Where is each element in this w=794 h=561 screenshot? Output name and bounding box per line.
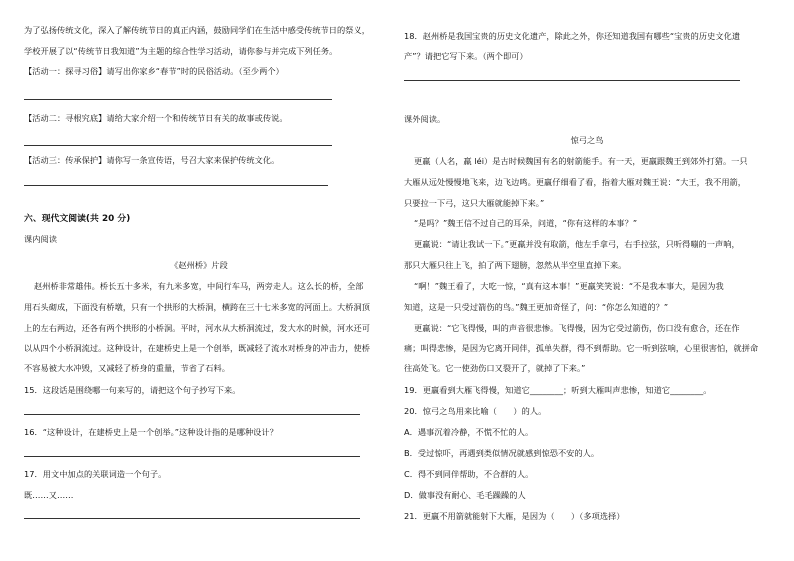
passage-line: “是吗？”魏王信不过自己的耳朵，问道，“你有这样的本事？” [414, 218, 638, 228]
passage-line: 那只大雁只往上飞，拍了两下翅膀，忽然从半空里直掉下来。 [404, 260, 627, 270]
option-b[interactable]: B．受过惊吓，再遇到类似情况就感到惊恐不安的人。 [404, 448, 600, 458]
answer-line[interactable] [404, 80, 740, 81]
question-18-cont: 产”？请把它写下来。（两个即可） [404, 51, 528, 61]
answer-line[interactable] [24, 518, 360, 519]
intro-line: 学校开展了以“传统节日我知道”为主题的综合性学习活动，请你参与并完成下列任务。 [24, 46, 338, 56]
passage-line: 以从四个小桥洞流过。这种设计，在建桥史上是一个创举，既减轻了流水对桥身的冲击力，使桥 [24, 343, 370, 353]
passage-line: 更羸说：“请让我试一下。”更羸并没有取箭，他左手拿弓，右手拉弦，只听得嘣的一声响， [414, 239, 740, 249]
intro-line: 为了弘扬传统文化，深入了解传统节日的真正内涵，鼓励同学们在生活中感受传统节日的祭义， [24, 25, 370, 35]
question-21: 21．更羸不用箭就能射下大雁，是因为（ ）（多项选择） [404, 511, 625, 521]
passage-title: 惊弓之鸟 [570, 135, 604, 145]
passage-line: 上的左右两边，还各有两个拱形的小桥洞。平时，河水从大桥洞流过，发大水的时候，河水还可 [24, 323, 370, 333]
answer-line[interactable] [24, 456, 360, 457]
activity-one: 【活动一：探寻习俗】请写出你家乡“春节”时的民俗活动。（至少两个） [24, 66, 284, 76]
option-d[interactable]: D．做事没有耐心、毛毛躁躁的人 [404, 490, 526, 500]
answer-line[interactable] [24, 414, 360, 415]
subsection-label: 课外阅读。 [404, 114, 446, 124]
passage-line: 更羸说：“它飞得慢，叫的声音很悲惨。飞得慢，因为它受过箭伤，伤口没有愈合，还在作 [414, 323, 740, 333]
question-16: 16．“这种设计，在建桥史上是一个创举。”这种设计指的是哪种设计？ [24, 427, 278, 437]
question-15: 15．这段话是围绕哪一句来写的，请把这个句子抄写下来。 [24, 385, 241, 395]
question-17: 17．用文中加点的关联词造一个句子。 [24, 469, 167, 479]
option-a[interactable]: A．遇事沉着冷静，不慌不忙的人。 [404, 427, 534, 437]
subsection-label: 课内阅读 [24, 234, 57, 244]
option-c[interactable]: C．得不到同伴帮助，不合群的人。 [404, 469, 534, 479]
connective-prompt: 既……又…… [24, 490, 74, 500]
passage-line: 用石头砌成，下面没有桥墩，只有一个拱形的大桥洞，横跨在三十七米多宽的河面上。大桥洞顶 [24, 302, 370, 312]
passage-line: 只要拉一下弓，这只大雁就能掉下来。” [404, 198, 545, 208]
question-18: 18．赵州桥是我国宝贵的历史文化遗产，除此之外，你还知道我国有哪些“宝贵的历史文化遗 [404, 31, 741, 41]
passage-line: 往高处飞。它一使劲伤口又裂开了，就掉了下来。” [404, 363, 586, 373]
passage-line: 赵州桥非常雄伟。桥长五十多米，有九米多宽，中间行车马，两旁走人。这么长的桥，全部 [34, 281, 364, 291]
passage-line: 不容易被大水冲毁，又减轻了桥身的重量，节省了石料。 [24, 363, 230, 373]
passage-line: 更羸（人名，羸 léi）是古时候魏国有名的射箭能手。有一天，更羸跟魏王到郊外打猎。一只 [414, 156, 748, 166]
answer-line[interactable] [24, 99, 332, 100]
passage-title: 《赵州桥》片段 [170, 260, 228, 270]
passage-line: 知道，这是一只受过箭伤的鸟。”魏王更加奇怪了，问：“你怎么知道的？” [404, 302, 669, 312]
answer-line[interactable] [24, 185, 328, 186]
question-19: 19．更羸看到大雁飞得慢，知道它________；听到大雁叫声悲惨，知道它________。 [404, 385, 712, 395]
section-heading: 六、现代文阅读(共 20 分) [24, 214, 131, 224]
activity-two: 【活动二：寻根究底】请给大家介绍一个和传统节日有关的故事或传说。 [24, 113, 288, 123]
answer-line[interactable] [24, 145, 332, 146]
question-20: 20．惊弓之鸟用来比喻（ ）的人。 [404, 406, 547, 416]
activity-three: 【活动三：传承保护】请你写一条宣传语，号召大家来保护传统文化。 [24, 155, 280, 165]
passage-line: 大雁从远处慢慢地飞来，边飞边鸣。更羸仔细看了看，指着大雁对魏王说：“大王，我不用箭， [404, 177, 747, 187]
passage-line: “啊！”魏王看了，大吃一惊，“真有这本事！”更羸笑笑说：“不是我本事大，是因为我 [414, 281, 724, 291]
passage-line: 痛；叫得悲惨，是因为它离开同伴，孤单失群，得不到帮助。它一听到弦响，心里很害怕，就拼命 [404, 343, 759, 353]
